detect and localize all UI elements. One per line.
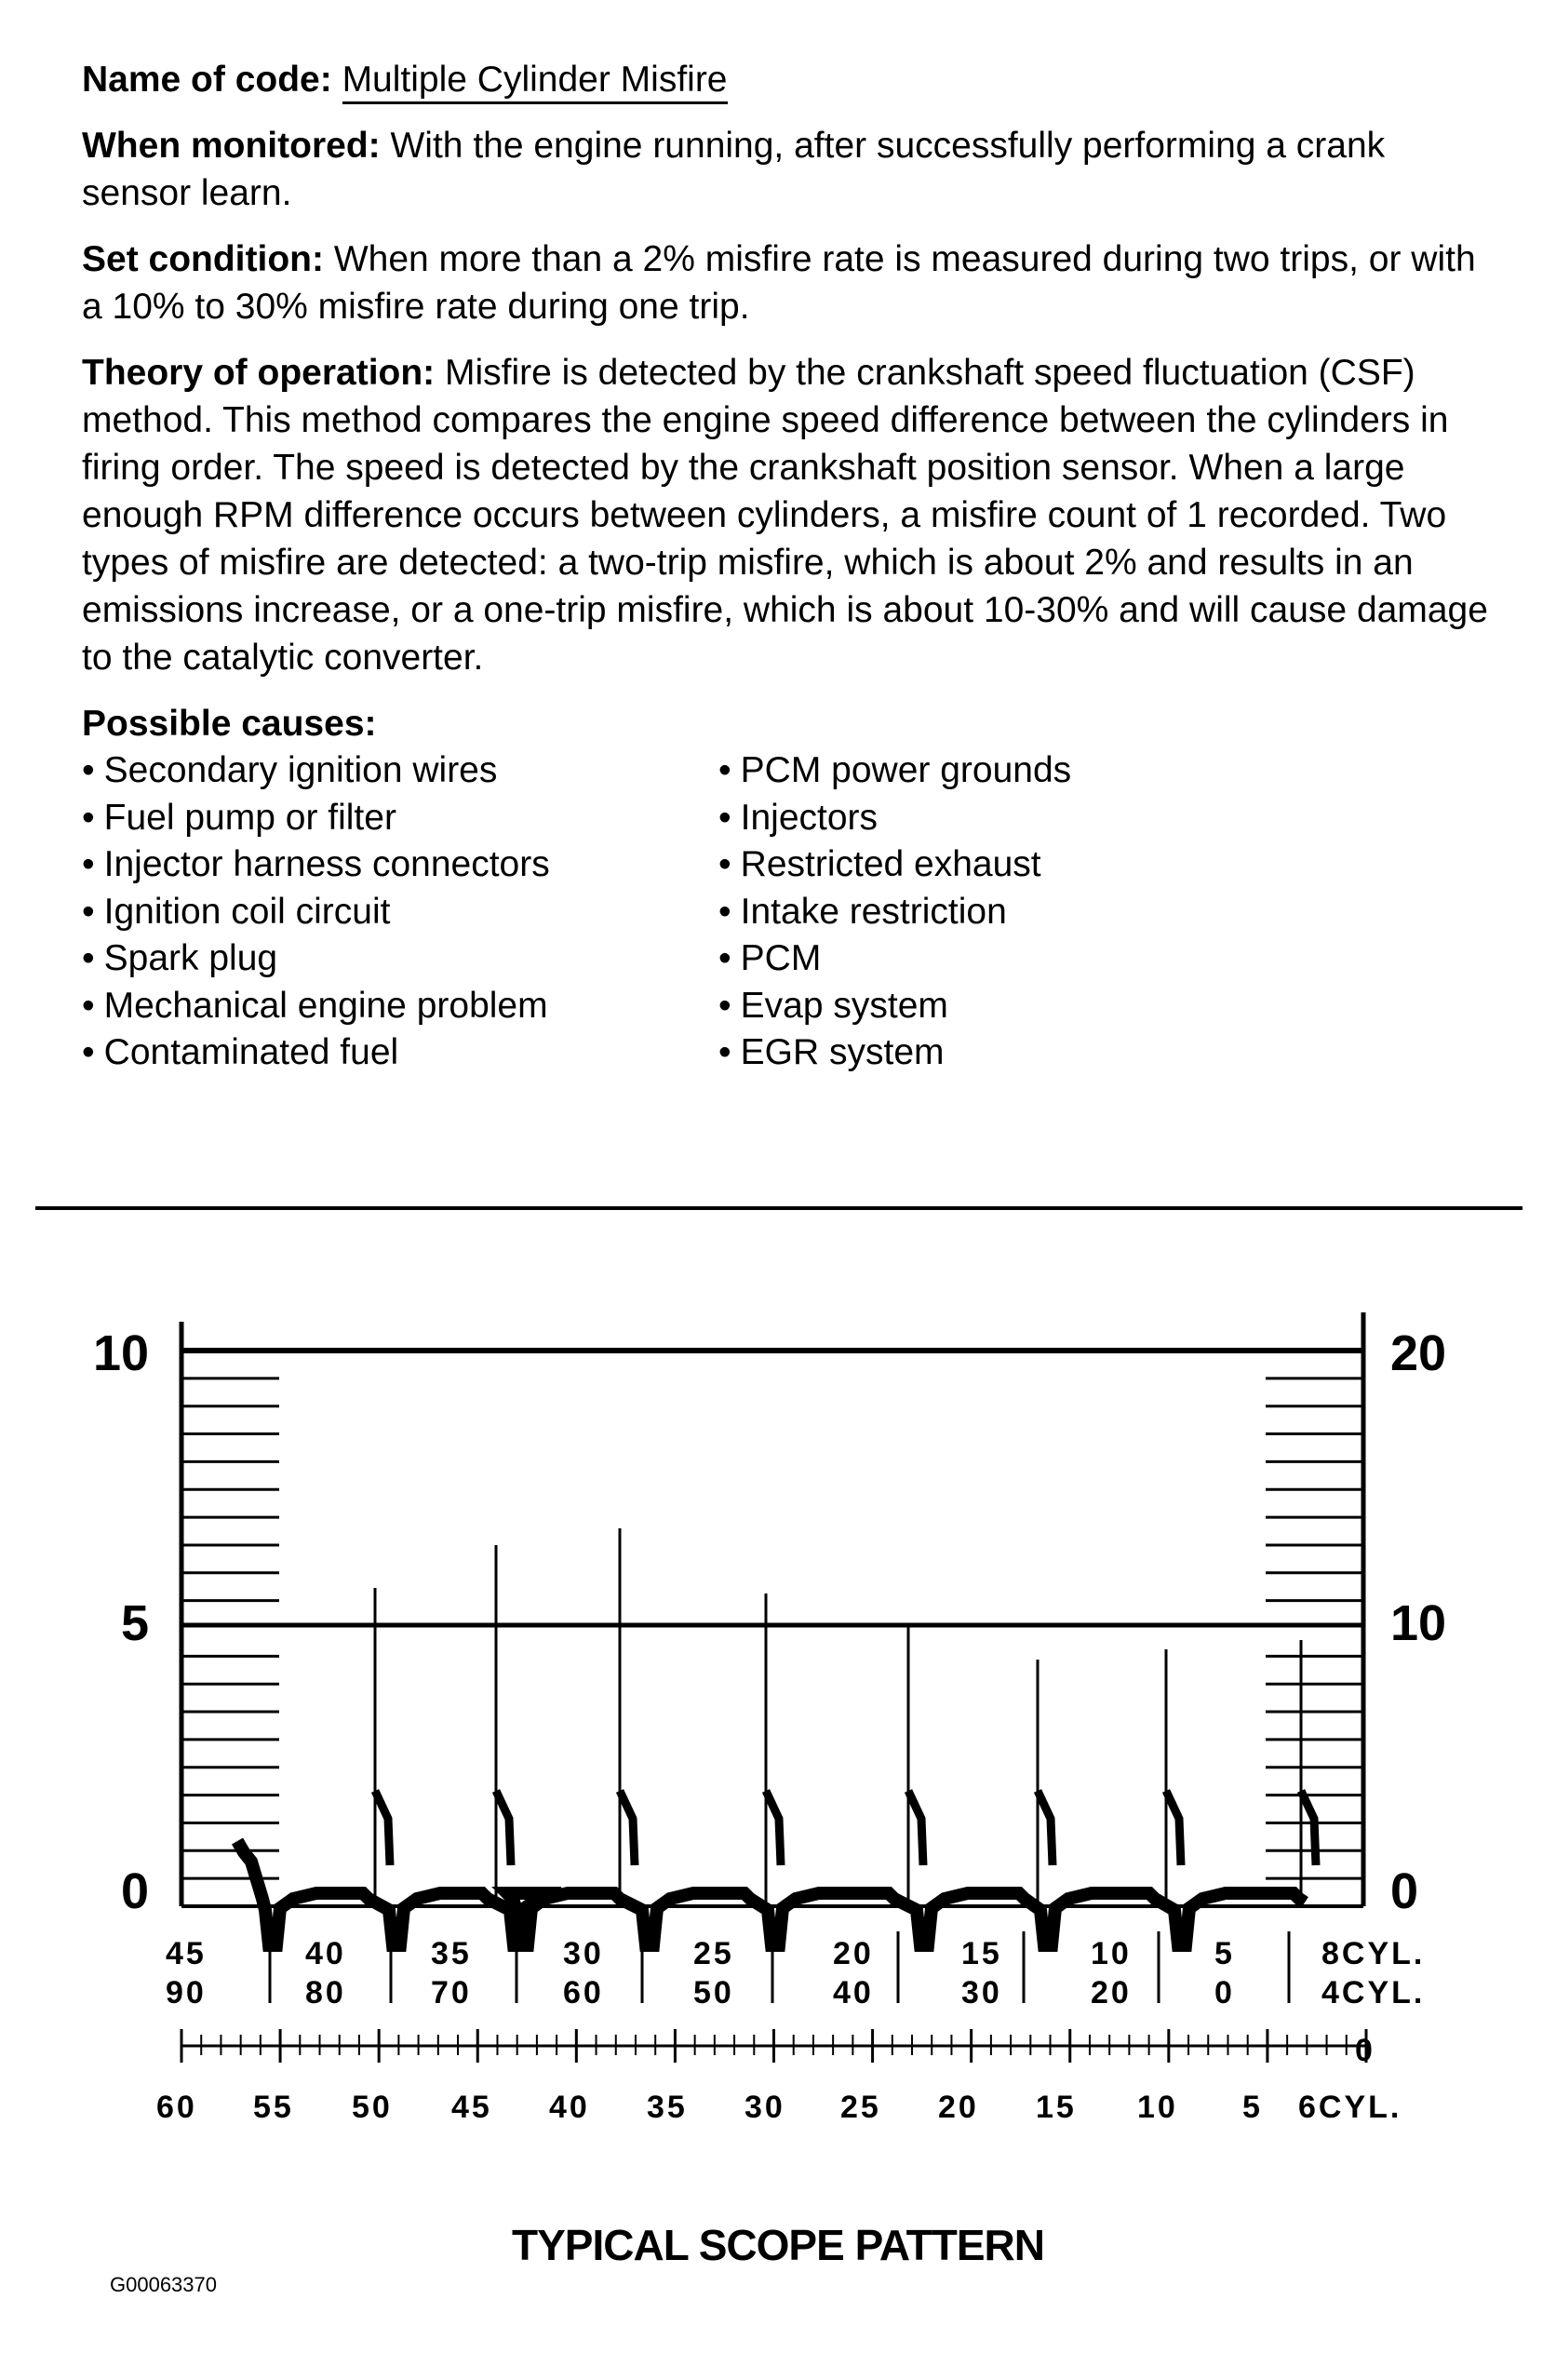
scale-4cyl-label: 80: [305, 1975, 346, 2010]
cause-left-item-2: • Fuel pump or filter: [82, 795, 718, 842]
cylinder-scales: [156, 1931, 1425, 2125]
left-axis-label-10: 10: [93, 1325, 150, 1381]
scale-8cyl-label: 45: [166, 1936, 207, 1971]
scope-axis-labels: [93, 1325, 1446, 1919]
ruler-end-label: 0: [1355, 2033, 1375, 2068]
right-axis-label-10: 10: [1390, 1595, 1447, 1651]
scale-6cyl-label: 50: [352, 2090, 393, 2125]
scale-6cyl-label: 30: [744, 2090, 785, 2125]
spike-decay: [375, 1791, 390, 1865]
figure-id: G00063370: [110, 2273, 217, 2296]
cause-right-item-4: • Intake restriction: [718, 889, 1071, 936]
cause-right-item-7: • EGR system: [718, 1029, 1071, 1077]
scale-8cyl-label: 20: [833, 1936, 874, 1971]
scale-8cyl-label: 35: [431, 1936, 472, 1971]
scale-6cyl-unit: 6CYL.: [1298, 2090, 1402, 2125]
code-name-value: Multiple Cylinder Misfire: [342, 60, 728, 104]
scale-4cyl-label: 50: [693, 1975, 734, 2010]
cause-right-item-6: • Evap system: [718, 983, 1071, 1030]
right-axis-label-0: 0: [1390, 1863, 1419, 1919]
spike-decay: [1038, 1791, 1053, 1865]
scope-spikes: [375, 1528, 1316, 1903]
code-name-label: Name of code:: [82, 60, 332, 100]
scale-4cyl-label: 0: [1214, 1975, 1235, 2010]
scale-8cyl-unit: 8CYL.: [1321, 1936, 1426, 1971]
scale-6cyl-label: 25: [840, 2090, 881, 2125]
scale-4cyl-label: 30: [961, 1975, 1002, 2010]
figure-caption: TYPICAL SCOPE PATTERN: [512, 2221, 1044, 2269]
scale-4cyl-unit: 4CYL.: [1321, 1975, 1426, 2010]
scale-6cyl-label: 60: [156, 2090, 197, 2125]
when-monitored-label: When monitored:: [82, 126, 381, 166]
right-axis-label-20: 20: [1390, 1325, 1447, 1381]
spike-decay: [620, 1791, 635, 1865]
possible-causes-title: Possible causes:: [82, 704, 377, 744]
set-condition-label: Set condition:: [82, 239, 324, 279]
spike-decay: [766, 1791, 781, 1865]
scale-8cyl-label: 25: [693, 1936, 734, 1971]
scale-4cyl-label: 70: [431, 1975, 472, 2010]
cause-left-item-7: • Contaminated fuel: [82, 1029, 718, 1077]
cause-right-item-2: • Injectors: [718, 795, 1071, 842]
cause-right-item-1: • PCM power grounds: [718, 747, 1071, 795]
scale-6cyl-label: 35: [647, 2090, 688, 2125]
theory-text: Misfire is detected by the crankshaft speed fluctuation (CSF) method. This method compares the engine speed difference between the cylinders in firing order. The speed is detected by the crankshaft position sensor. When a large enough RPM difference occurs between cylinders, a misfire count of 1 recorded. Two types of misfire are detected: a two-trip misfire, which is about 2% and results in an emissions increase, or a one-trip misfire, which is about 10-30% and will cause damage to the catalytic converter.: [82, 353, 1488, 678]
scale-6cyl-label: 55: [253, 2090, 294, 2125]
scope-trace: [237, 1841, 1305, 1945]
scale-4cyl-label: 90: [166, 1975, 207, 2010]
scale-8cyl-label: 15: [961, 1936, 1002, 1971]
set-condition-text: When more than a 2% misfire rate is measured during two trips, or with a 10% to 30% misfire rate during one trip.: [82, 239, 1476, 327]
left-axis-label-5: 5: [121, 1595, 150, 1651]
scale-4cyl-label: 20: [1091, 1975, 1132, 2010]
cause-left-item-6: • Mechanical engine problem: [82, 983, 718, 1030]
spike-decay: [1301, 1791, 1316, 1865]
spike-decay: [908, 1791, 923, 1865]
cause-left-item-3: • Injector harness connectors: [82, 841, 718, 889]
scale-8cyl-label: 40: [305, 1936, 346, 1971]
scale-6cyl-label: 5: [1242, 2090, 1263, 2125]
cause-right-item-5: • PCM: [718, 935, 1071, 983]
scale-4cyl-label: 60: [563, 1975, 604, 2010]
scale-8cyl-label: 10: [1091, 1936, 1132, 1971]
scale-6cyl-label: 40: [549, 2090, 590, 2125]
scale-8cyl-label: 30: [563, 1936, 604, 1971]
scale-6cyl-label: 15: [1036, 2090, 1077, 2125]
spike-decay: [496, 1791, 511, 1865]
scale-6cyl-label: 45: [451, 2090, 492, 2125]
spike-decay: [1166, 1791, 1181, 1865]
cause-right-item-3: • Restricted exhaust: [718, 841, 1071, 889]
when-monitored-text: With the engine running, after successfully performing a crank sensor learn.: [82, 126, 1386, 213]
scale-6cyl-label: 10: [1137, 2090, 1178, 2125]
scale-4cyl-label: 40: [833, 1975, 874, 2010]
scale-8cyl-label: 5: [1214, 1936, 1235, 1971]
theory-label: Theory of operation:: [82, 353, 436, 393]
cause-left-item-1: • Secondary ignition wires: [82, 747, 718, 795]
scale-6cyl-label: 20: [938, 2090, 979, 2125]
cause-left-item-4: • Ignition coil circuit: [82, 889, 718, 936]
cause-left-item-5: • Spark plug: [82, 935, 718, 983]
left-axis-label-0: 0: [121, 1863, 150, 1919]
scope-grid: [181, 1312, 1363, 1906]
